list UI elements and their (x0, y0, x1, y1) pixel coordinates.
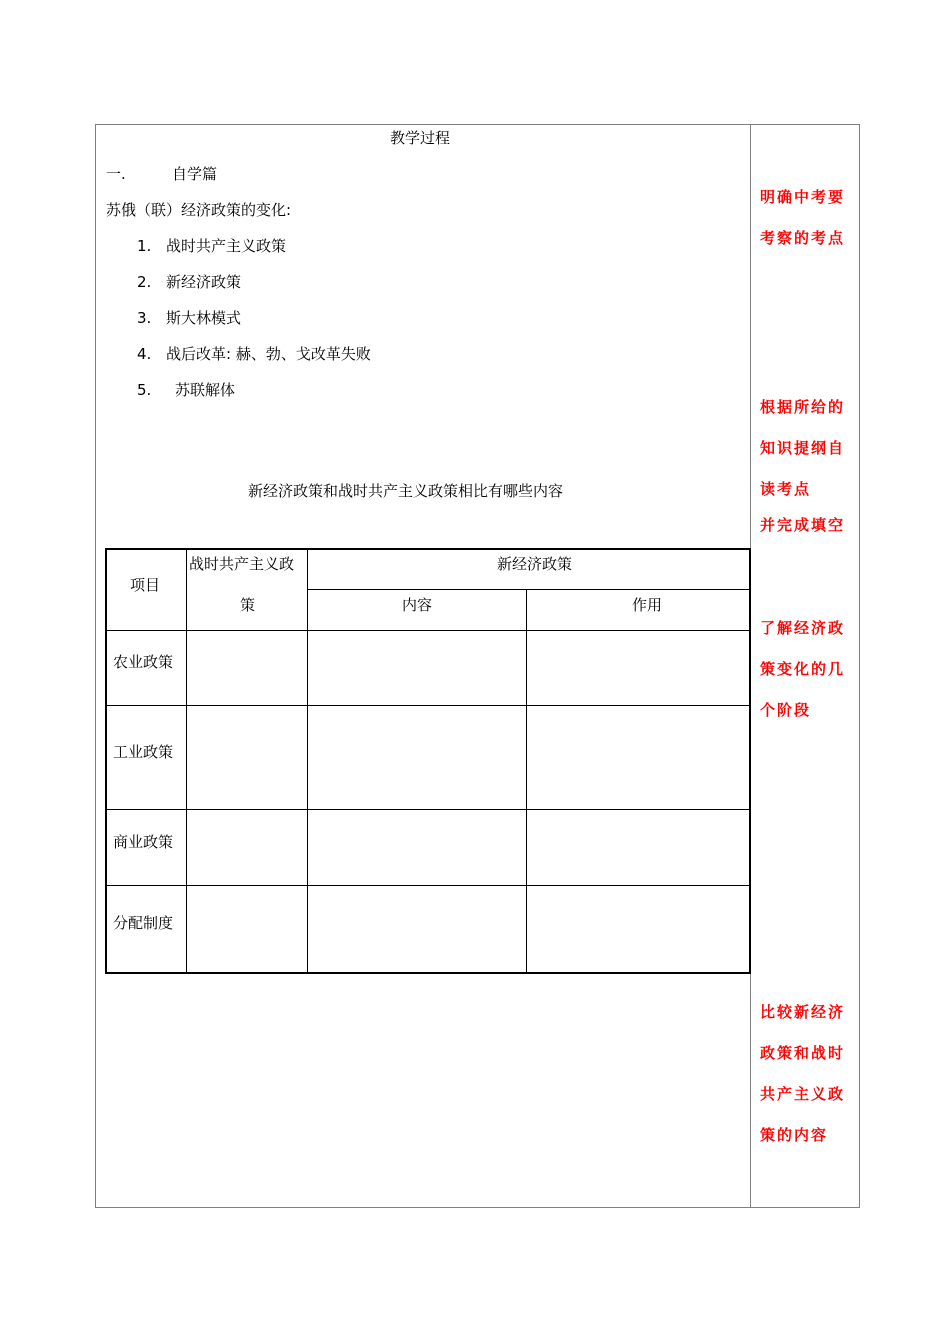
table-hline (105, 705, 751, 706)
list-item-number: 4. (137, 345, 152, 363)
subheader-content: 内容 (402, 596, 433, 614)
table-hline (105, 885, 751, 886)
note-line: 共产主义政 (760, 1085, 846, 1103)
list-item: 新经济政策 (166, 273, 242, 291)
table-caption: 新经济政策和战时共产主义政策相比有哪些内容 (248, 482, 564, 500)
header-item: 项目 (130, 576, 161, 594)
list-item-number: 3. (137, 309, 152, 327)
note-line: 个阶段 (760, 701, 812, 719)
list-item-number: 1. (137, 237, 152, 255)
row-label: 商业政策 (113, 833, 174, 851)
row-label: 农业政策 (113, 653, 174, 671)
list-item: 斯大林模式 (166, 309, 242, 327)
section-number: 一. (106, 165, 126, 183)
note-line: 考察的考点 (760, 229, 846, 247)
list-item-number: 5. (137, 381, 152, 399)
list-item: 战时共产主义政策 (166, 237, 287, 255)
list-item: 战后改革: 赫、勃、戈改革失败 (166, 345, 371, 363)
table-hline (105, 630, 751, 631)
note-line: 了解经济政 (760, 619, 846, 637)
header-war-communism-cont: 策 (240, 596, 256, 614)
row-label: 工业政策 (113, 743, 174, 761)
list-item-number: 2. (137, 273, 152, 291)
note-line: 读考点 (760, 480, 812, 498)
note-line: 根据所给的 (760, 398, 846, 416)
page-heading: 教学过程 (390, 129, 451, 147)
note-line: 知识提纲自 (760, 439, 846, 457)
header-war-communism: 战时共产主义政 (189, 555, 295, 573)
intro-text: 苏俄（联）经济政策的变化: (106, 201, 292, 219)
note-line: 并完成填空 (760, 516, 846, 534)
note-line: 策的内容 (760, 1126, 829, 1144)
row-label: 分配制度 (113, 914, 174, 932)
subheader-effect: 作用 (632, 596, 663, 614)
section-title: 自学篇 (172, 165, 218, 183)
note-line: 明确中考要 (760, 188, 846, 206)
note-line: 策变化的几 (760, 660, 846, 678)
note-line: 政策和战时 (760, 1044, 846, 1062)
table-vline (526, 589, 527, 974)
header-nep: 新经济政策 (497, 555, 573, 573)
note-line: 比较新经济 (760, 1003, 846, 1021)
table-vline (186, 548, 187, 974)
table-hline (307, 589, 751, 590)
table-vline (307, 548, 308, 974)
table-hline (105, 809, 751, 810)
list-item: 苏联解体 (175, 381, 236, 399)
